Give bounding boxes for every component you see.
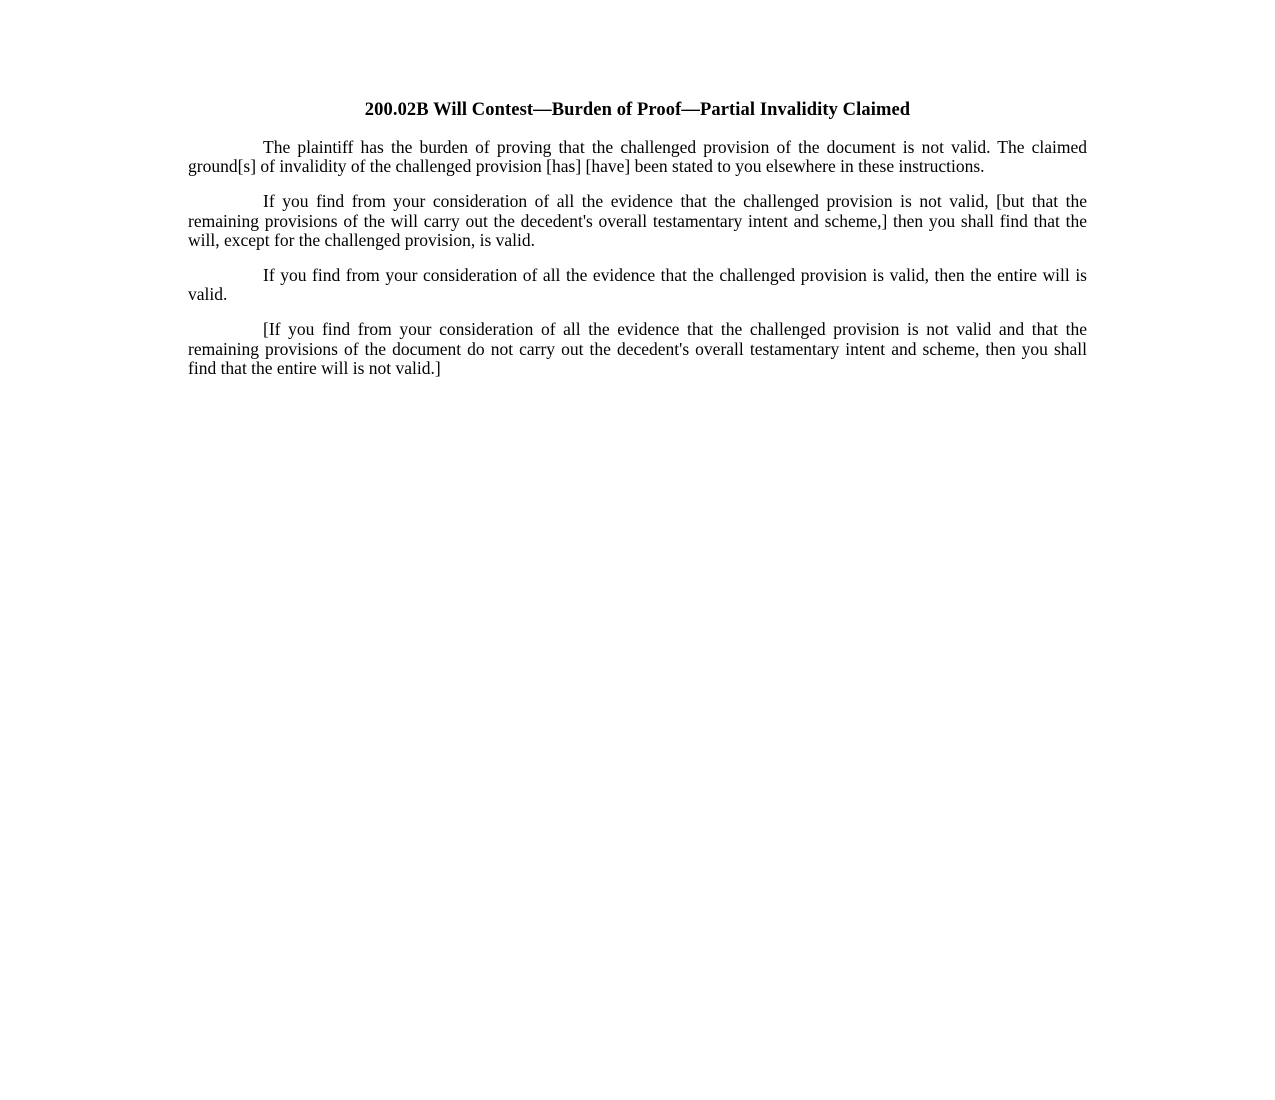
paragraph-partial-invalidity: If you find from your consideration of all the evidence that the challenged provision is not valid, [but that the remaining provisions of the will carry out the decedent's overall testamentary intent and scheme,] then you shall find that the will, except for the challenged provision, is valid. [188, 191, 1087, 250]
paragraph-entire-will-valid: If you find from your consideration of all the evidence that the challenged provision is valid, then the entire will is valid. [188, 265, 1087, 305]
document-title: 200.02B Will Contest—Burden of Proof—Partial Invalidity Claimed [364, 100, 911, 120]
document-body [188, 98, 1087, 394]
paragraph-burden-of-proof: The plaintiff has the burden of proving that the challenged provision of the document is not valid. The claimed ground[s] of invalidity of the challenged provision [has] [have] been stated to you elsewhere in these instructions. [188, 137, 1087, 177]
paragraph-entire-will-invalid: [If you find from your consideration of all the evidence that the challenged provision is not valid and that the remaining provisions of the document do not carry out the decedent's overall testamentary intent and scheme, then you shall find that the entire will is not valid.] [188, 319, 1087, 378]
